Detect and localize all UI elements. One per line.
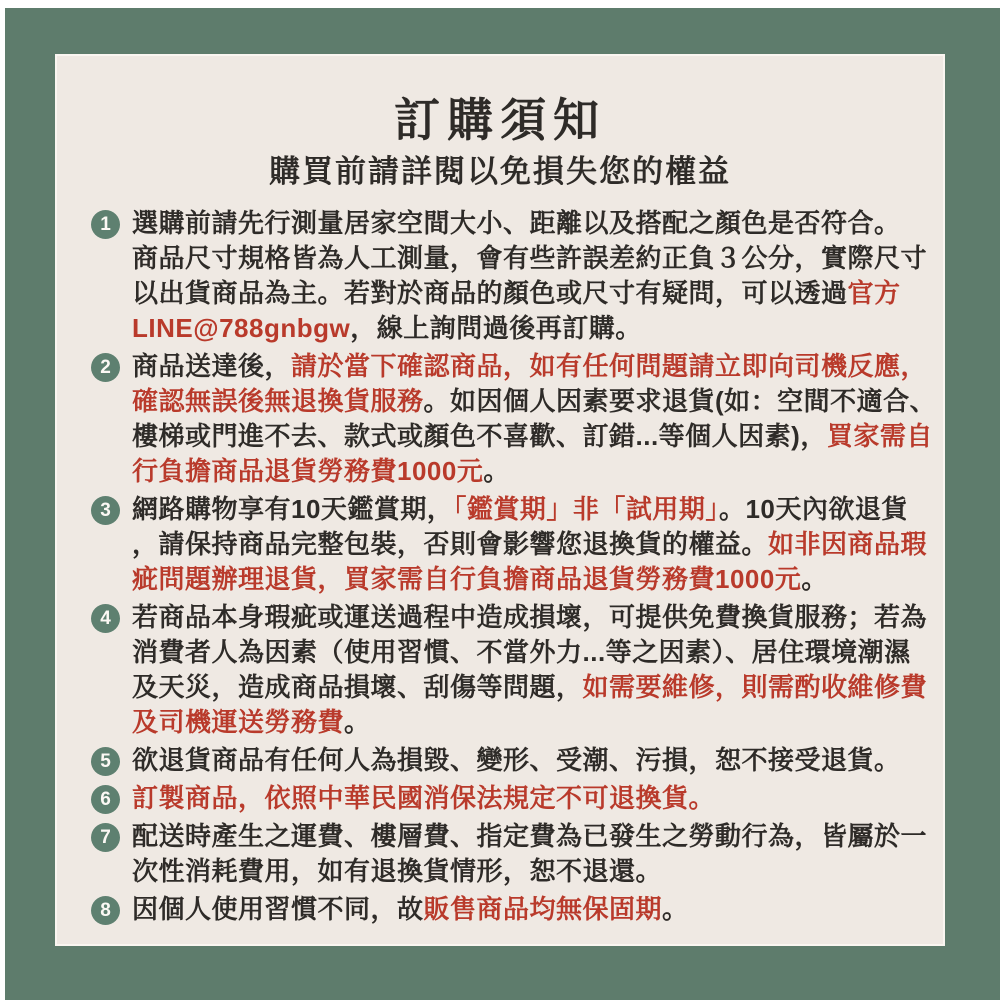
highlighted-text: 訂製商品，依照中華民國消保法規定不可退換貨。	[132, 783, 716, 813]
item-text-line	[132, 781, 923, 816]
body-text: 商品尺寸規格皆為人工測量，會有些許誤差約正負３公分，實際尺寸	[132, 243, 928, 273]
item-text-line	[132, 384, 936, 419]
page-subtitle: 購買前請詳閱以免損失您的權益	[269, 154, 731, 189]
body-text: 因個人使用習慣不同，故	[132, 894, 424, 924]
highlighted-text: 販售商品均無保固期	[423, 894, 663, 924]
list-item	[91, 206, 928, 346]
item-number-badge: 3	[91, 496, 120, 525]
highlighted-text: 買家需自	[826, 421, 933, 451]
item-text-line	[132, 206, 927, 241]
item-text-line	[132, 527, 927, 562]
body-text: 若商品本身瑕疵或運送過程中造成損壞，可提供免費換貨服務；若為	[132, 602, 928, 632]
item-number-badge: 6	[91, 785, 120, 814]
item-text	[132, 206, 927, 346]
body-text: 。10天內欲退貨	[718, 494, 908, 524]
item-number-badge: 5	[91, 747, 120, 776]
list-item	[91, 743, 923, 778]
item-text	[132, 781, 923, 816]
item-text-line	[132, 819, 927, 854]
item-text-line	[132, 241, 927, 276]
highlighted-text: 及司機運送勞務費	[132, 707, 345, 737]
list-item	[91, 600, 928, 740]
item-number-badge: 7	[91, 823, 120, 852]
item-text-line	[132, 892, 923, 927]
body-text: 選購前請先行測量居家空間大小、距離以及搭配之顏色是否符合。	[132, 208, 901, 238]
item-text-line	[132, 562, 927, 597]
body-text: 。	[801, 564, 828, 594]
body-text: 。	[662, 894, 689, 924]
body-text: ，線上詢問過後再訂購。	[350, 313, 642, 343]
item-text	[132, 492, 927, 597]
body-text: 。	[344, 707, 371, 737]
item-text	[132, 743, 923, 778]
item-text-line	[132, 419, 936, 454]
body-text: 樓梯或門進不去、款式或顏色不喜歡、訂錯...等個人因素)，	[132, 421, 827, 451]
body-text: 。如因個人因素要求退貨(如：空間不適合、	[423, 386, 937, 416]
body-text: 以出貨商品為主。若對於商品的顏色或尺寸有疑問，可以透過	[132, 278, 848, 308]
item-text-line	[132, 600, 927, 635]
item-text-line	[132, 492, 927, 527]
highlighted-text: 行負擔商品退貨勞務費1000元	[132, 456, 484, 486]
item-text-line	[132, 854, 927, 889]
list-item	[91, 492, 928, 597]
item-number-badge: 1	[91, 210, 120, 239]
item-text-line	[132, 670, 927, 705]
list-item	[91, 781, 923, 816]
body-text: 網路購物享有10天鑑賞期，	[132, 494, 454, 524]
list-item	[91, 349, 937, 489]
item-text	[132, 349, 936, 489]
body-text: ，請保持商品完整包裝，否則會影響您退換貨的權益。	[132, 529, 769, 559]
item-number-badge: 8	[91, 896, 120, 925]
body-text: 配送時產生之運費、樓層費、指定費為已發生之勞動行為，皆屬於一	[132, 821, 928, 851]
body-text: 消費者人為因素（使用習慣、不當外力...等之因素）、居住環境潮濕	[132, 637, 911, 667]
highlighted-text: 確認無誤後無退換貨服務	[132, 386, 424, 416]
item-text	[132, 892, 923, 927]
item-text-line	[132, 705, 927, 740]
highlighted-text: LINE@788gnbgw	[132, 313, 351, 343]
body-text: 欲退貨商品有任何人為損毀、變形、受潮、污損，恕不接受退貨。	[132, 745, 901, 775]
item-text	[132, 819, 927, 889]
notice-list	[91, 206, 937, 930]
body-text: 。	[483, 456, 510, 486]
item-text-line	[132, 635, 927, 670]
item-text-line	[132, 276, 927, 311]
list-item	[91, 819, 928, 889]
body-text: 及天災，造成商品損壞、刮傷等問題，	[132, 672, 583, 702]
list-item	[91, 892, 923, 927]
item-number-badge: 2	[91, 353, 120, 382]
item-text-line	[132, 454, 936, 489]
item-text-line	[132, 349, 936, 384]
item-text	[132, 600, 927, 740]
body-text: 商品送達後，	[132, 351, 292, 381]
item-number-badge: 4	[91, 604, 120, 633]
page-title: 訂購須知	[394, 94, 606, 146]
item-text-line	[132, 743, 923, 778]
notice-panel	[57, 56, 943, 944]
highlighted-text: 「鑑賞期」非「試用期」	[453, 494, 719, 524]
highlighted-text: 官方	[847, 278, 901, 308]
highlighted-text: 請於當下確認商品，如有任何問題請立即向司機反應，	[291, 351, 928, 381]
body-text: 次性消耗費用，如有退換貨情形，恕不退還。	[132, 856, 663, 886]
highlighted-text: 疵問題辦理退貨，買家需自行負擔商品退貨勞務費1000元	[132, 564, 802, 594]
item-text-line	[132, 311, 927, 346]
highlighted-text: 如需要維修，則需酌收維修費	[582, 672, 928, 702]
highlighted-text: 如非因商品瑕	[768, 529, 928, 559]
